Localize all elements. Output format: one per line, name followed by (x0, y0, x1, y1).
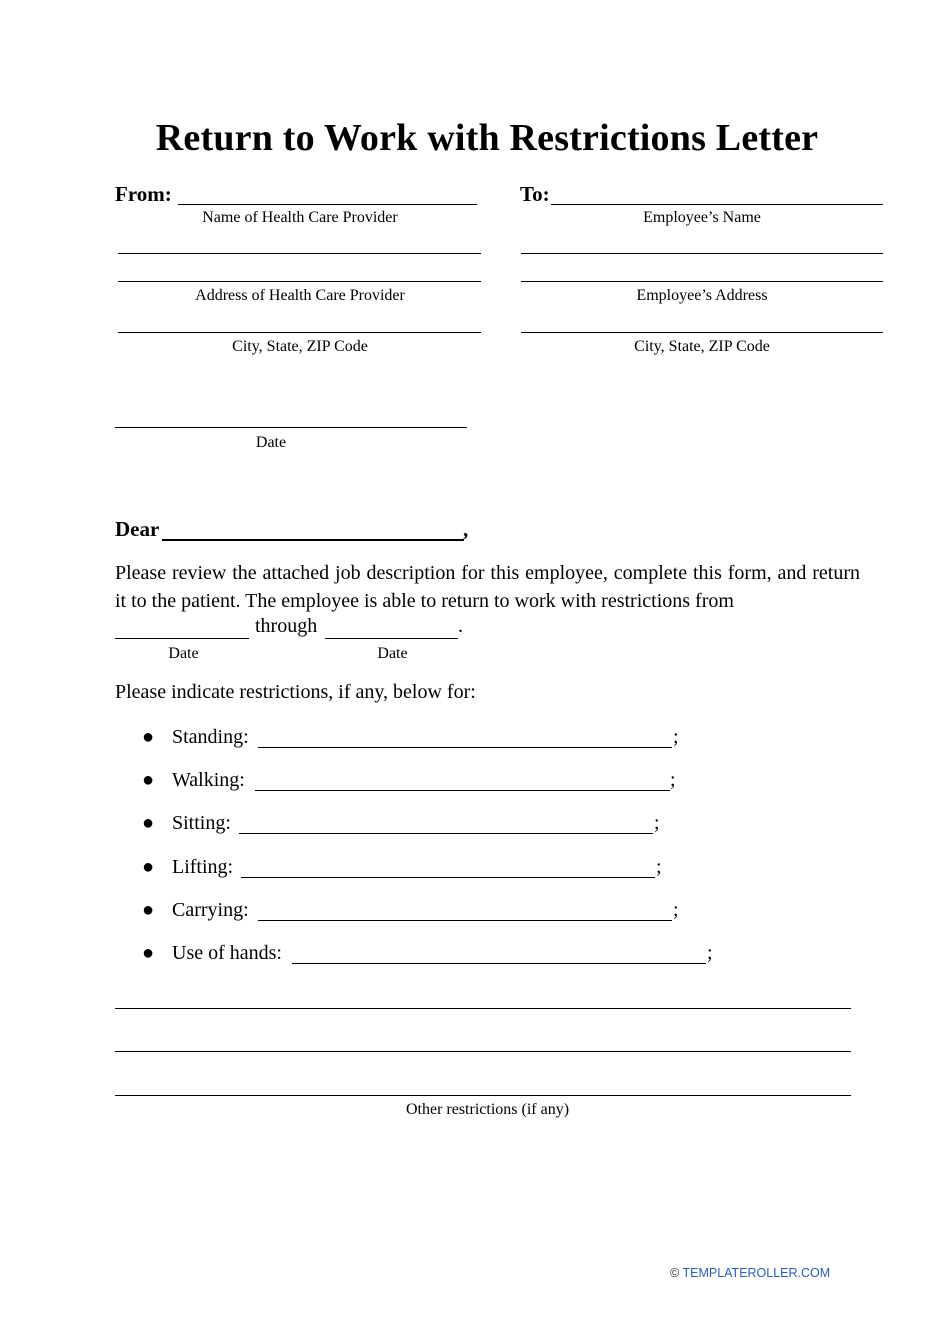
carrying-field[interactable] (258, 920, 672, 921)
letter-date-field[interactable] (115, 427, 467, 428)
restrictions-intro: Please indicate restrictions, if any, below for: (115, 681, 476, 703)
body-paragraph: Please review the attached job description for this employee, complete this form, and return it to the patient. The employee is able to return to work with restrictions from (115, 562, 860, 612)
from-address-caption: Address of Health Care Provider (195, 287, 405, 304)
semicolon: ; (673, 899, 679, 921)
footer-brand-link[interactable]: TEMPLATEROLLER.COM (682, 1266, 831, 1280)
other-restrictions-line-3[interactable] (115, 1095, 851, 1096)
walking-field[interactable] (255, 790, 670, 791)
from-address-line-1[interactable] (118, 253, 481, 254)
salutation-comma: , (463, 517, 469, 541)
bullet-icon: ● (142, 812, 155, 834)
bullet-icon: ● (142, 726, 155, 748)
salutation-label: Dear (115, 517, 160, 541)
semicolon: ; (670, 769, 676, 791)
bullet-icon: ● (142, 769, 155, 791)
from-name-caption: Name of Health Care Provider (202, 209, 398, 226)
from-city-caption: City, State, ZIP Code (232, 338, 368, 355)
semicolon: ; (707, 942, 713, 964)
restriction-label: Lifting: (172, 856, 234, 878)
from-label: From: (115, 182, 172, 206)
bullet-icon: ● (142, 942, 155, 964)
salutation-name-field[interactable] (162, 539, 464, 541)
standing-field[interactable] (258, 747, 672, 748)
other-restrictions-line-2[interactable] (115, 1051, 851, 1052)
restriction-label: Sitting: (172, 812, 231, 834)
start-date-caption: Date (168, 645, 199, 662)
to-address-caption: Employee’s Address (636, 287, 768, 304)
sitting-field[interactable] (239, 833, 653, 834)
to-name-field[interactable] (551, 204, 883, 205)
to-address-line-1[interactable] (521, 253, 883, 254)
use-of-hands-field[interactable] (292, 963, 706, 964)
other-restrictions-caption: Other restrictions (if any) (405, 1101, 570, 1118)
restriction-label: Carrying: (172, 899, 249, 921)
from-address-line-2[interactable] (118, 281, 481, 282)
semicolon: ; (673, 726, 679, 748)
document-title: Return to Work with Restrictions Letter (155, 117, 819, 159)
other-restrictions-line-1[interactable] (115, 1008, 851, 1009)
footer-brand[interactable] (670, 1266, 830, 1280)
restriction-label: Walking: (172, 769, 245, 791)
from-name-field[interactable] (178, 204, 477, 205)
to-city-field[interactable] (521, 332, 883, 333)
restriction-label: Use of hands: (172, 942, 282, 964)
restriction-label: Standing: (172, 726, 249, 748)
letter-date-caption: Date (255, 434, 287, 451)
bullet-icon: ● (142, 856, 155, 878)
semicolon: ; (656, 856, 662, 878)
copyright-icon: © (670, 1266, 680, 1280)
semicolon: ; (654, 812, 660, 834)
period: . (458, 615, 463, 637)
through-word: through (255, 615, 318, 637)
end-date-caption: Date (377, 645, 408, 662)
end-date-field[interactable] (325, 638, 458, 639)
to-address-line-2[interactable] (521, 281, 883, 282)
from-city-field[interactable] (118, 332, 481, 333)
lifting-field[interactable] (241, 877, 655, 878)
to-label: To: (520, 182, 550, 206)
to-name-caption: Employee’s Name (643, 209, 761, 226)
start-date-field[interactable] (115, 638, 249, 639)
to-city-caption: City, State, ZIP Code (634, 338, 770, 355)
bullet-icon: ● (142, 899, 155, 921)
